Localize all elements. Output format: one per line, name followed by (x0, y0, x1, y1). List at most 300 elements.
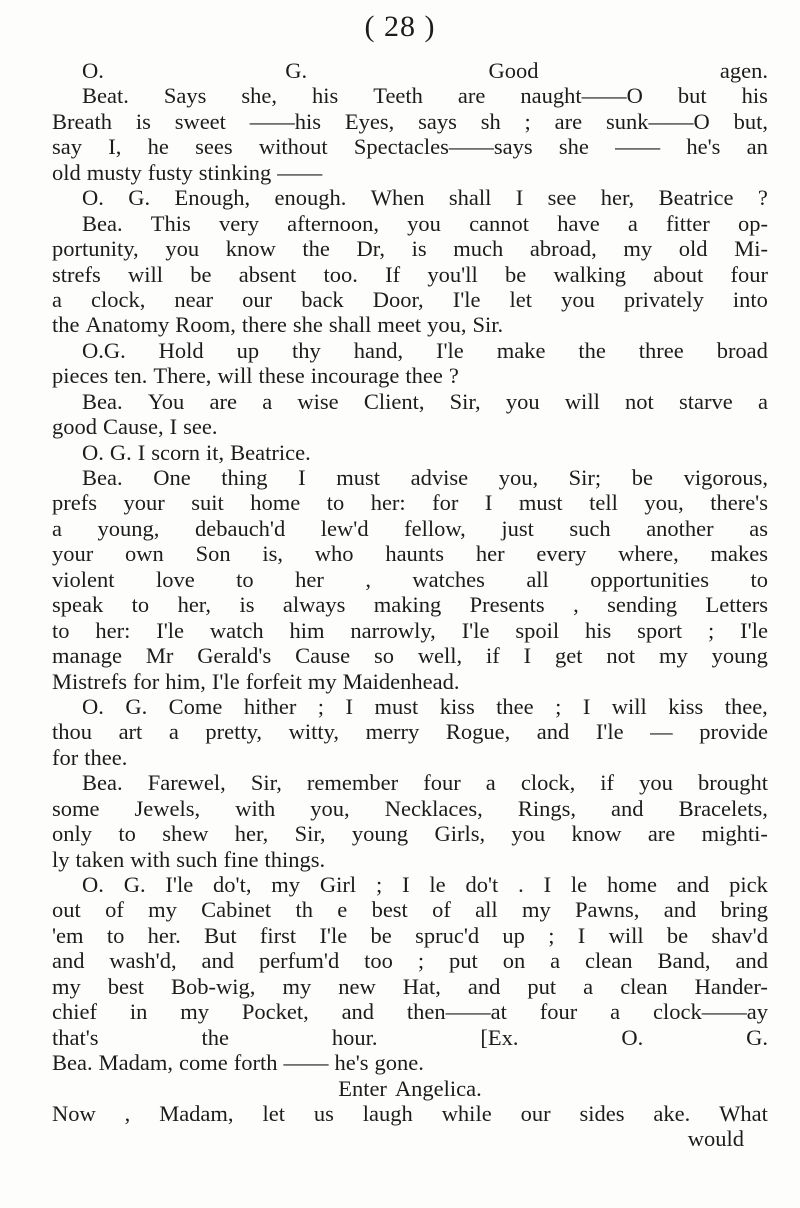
word: G. (285, 58, 308, 83)
text-line (52, 1076, 768, 1101)
text-line (52, 1101, 768, 1126)
word: watch (209, 617, 264, 643)
word: wash'd, (109, 948, 177, 974)
word: G. (746, 1024, 768, 1050)
word: spoil (515, 617, 560, 643)
word: are (209, 388, 237, 414)
word: know (225, 236, 276, 262)
word: sport (637, 617, 683, 643)
word: see. (183, 414, 218, 440)
text-line (52, 211, 768, 236)
word: her, (234, 821, 269, 847)
word: hither (243, 693, 297, 719)
text-line (52, 1126, 768, 1151)
word: There, (153, 363, 212, 389)
word: with (235, 795, 276, 821)
word: will (128, 261, 164, 287)
word: absent (238, 261, 297, 287)
word: her, (177, 592, 212, 618)
word: old (52, 159, 81, 185)
word: have (557, 210, 600, 236)
word: ly (52, 846, 70, 872)
word: G. (109, 439, 132, 465)
word: my (282, 973, 312, 999)
word: le (429, 872, 446, 897)
word: and (676, 872, 710, 897)
word: four (730, 261, 768, 287)
play-text (52, 58, 768, 1152)
word: — (650, 719, 673, 745)
word: ; (548, 922, 555, 948)
text-line (52, 1025, 768, 1050)
word: thee (405, 363, 443, 389)
word: a (52, 515, 62, 541)
text-line (52, 1050, 768, 1075)
word: ten. (114, 363, 148, 389)
text-line (52, 262, 768, 287)
word: our (242, 286, 273, 312)
word: Teeth (373, 83, 423, 109)
word: I'le (156, 617, 185, 643)
word: him, (165, 668, 206, 694)
word: ; (555, 693, 562, 719)
word: pick (729, 872, 768, 897)
text-line (52, 923, 768, 948)
word: You (147, 388, 185, 414)
page-number: ( 28 ) (364, 10, 436, 43)
word: Sir, (449, 388, 481, 414)
word: Client, (363, 388, 425, 414)
word: new (338, 973, 376, 999)
word: I'le (452, 286, 481, 312)
word: an (746, 134, 768, 160)
word: provide (699, 719, 768, 745)
text-line (52, 83, 768, 108)
word: he (147, 134, 169, 160)
word: Sir, (294, 821, 326, 847)
word: I'le (436, 337, 464, 363)
word: good (52, 414, 97, 440)
word: it, (206, 439, 225, 465)
word: so (373, 643, 394, 669)
word: I (577, 922, 586, 948)
word: Mr (145, 643, 174, 669)
word: Farewel, (147, 770, 226, 796)
word: watches (412, 566, 485, 592)
text-line (52, 821, 768, 846)
text-line (52, 58, 768, 83)
word: agen. (719, 58, 768, 83)
word: remember (306, 770, 399, 796)
word: Enter (338, 1075, 387, 1101)
word: is (239, 592, 255, 618)
word: there's (710, 490, 768, 516)
word: if (486, 643, 500, 669)
word: le (570, 872, 588, 897)
text-line (52, 236, 768, 261)
word: our (520, 1100, 551, 1126)
word: Now (52, 1100, 96, 1126)
word: I (523, 643, 532, 669)
word: she (292, 312, 323, 338)
word: not (606, 643, 636, 669)
word: young, (97, 515, 160, 541)
word: e (337, 897, 348, 923)
word: love (155, 566, 195, 592)
word: you (505, 388, 540, 414)
word: a (52, 286, 62, 312)
word: ? (448, 363, 459, 389)
word: I, (108, 134, 122, 160)
word: to (118, 821, 136, 847)
word: is, (262, 541, 283, 567)
word: scorn (151, 439, 200, 465)
word: Eyes, (344, 108, 395, 134)
word: back (301, 286, 344, 312)
word: Sir; (568, 465, 602, 490)
word: Angelica. (394, 1075, 482, 1101)
word: haunts (385, 541, 445, 567)
word: enough. (274, 185, 347, 211)
word: musty (86, 159, 142, 185)
word: bring (720, 897, 768, 923)
word: his (312, 83, 339, 109)
word: This (150, 210, 191, 236)
word: must (518, 490, 563, 516)
word: Room, (175, 312, 236, 338)
word: is (411, 236, 427, 262)
word: I (484, 490, 493, 516)
word: Beatrice (658, 185, 734, 211)
word: to (236, 566, 254, 592)
word: shall (328, 312, 372, 338)
word: Bea. (82, 210, 123, 236)
word: a (583, 973, 594, 999)
word: her. (147, 922, 181, 948)
word: four (423, 770, 461, 796)
word: ; (524, 108, 531, 134)
text-line (52, 694, 768, 719)
word: starve (679, 388, 733, 414)
word: her: (370, 490, 406, 516)
word: a (262, 388, 273, 414)
word: my (180, 999, 209, 1025)
word: lew'd (320, 515, 369, 541)
word: ; (417, 948, 425, 974)
word: thee (496, 693, 534, 719)
word: she, (241, 83, 277, 109)
word: —— (277, 159, 323, 185)
word: into (732, 286, 768, 312)
word: be (666, 922, 689, 948)
word: such (569, 515, 611, 541)
word: some (52, 795, 100, 821)
text-line (52, 134, 768, 159)
word: let (262, 1100, 285, 1126)
word: then——at (406, 999, 507, 1025)
word: her, (600, 185, 635, 211)
word: these (258, 363, 305, 389)
text-line (52, 770, 768, 795)
word: ? (757, 185, 768, 211)
word: old (678, 236, 708, 262)
word: young (351, 821, 409, 847)
word: let (509, 286, 533, 312)
word: I (298, 465, 306, 490)
word: I (582, 693, 591, 719)
text-line (52, 490, 768, 515)
word: I (515, 185, 524, 211)
word: you (165, 236, 200, 262)
word: I (169, 414, 178, 440)
word: you (561, 286, 595, 312)
word: Bracelets, (678, 795, 768, 821)
word: . (518, 872, 524, 897)
word: gone. (374, 1050, 424, 1076)
word: Rings, (517, 795, 576, 821)
word: own (125, 541, 164, 567)
word: Beat. (82, 83, 129, 109)
word: get (555, 643, 583, 669)
word: clock——ay (652, 999, 768, 1025)
text-line (52, 287, 768, 312)
word: he's (686, 134, 721, 160)
word: —— (615, 134, 661, 160)
word: Band, (657, 948, 711, 974)
word: not (625, 388, 654, 414)
word: Spectacles——says (353, 134, 533, 160)
word: my (659, 643, 688, 669)
word: I (137, 439, 146, 465)
word: Presents (469, 592, 545, 618)
text-line (52, 312, 768, 337)
word: Bea. (82, 465, 123, 490)
word: four (539, 999, 578, 1025)
word: [Ex. (480, 1024, 519, 1050)
word: O. (82, 58, 104, 83)
word: every (536, 541, 587, 567)
word: your (123, 490, 165, 516)
word: the (201, 1024, 229, 1050)
word: home (250, 490, 301, 516)
word: I'le (319, 922, 348, 948)
word: sh (480, 108, 501, 134)
word: fellow, (404, 515, 466, 541)
word: for (133, 668, 160, 694)
word: Bea. (82, 388, 123, 414)
word: advise (410, 465, 469, 490)
word: best (371, 897, 408, 923)
word: thee. (84, 744, 128, 770)
word: stinking (198, 159, 272, 185)
word: forfeit (245, 668, 302, 694)
text-line (52, 363, 768, 388)
word: thee, (724, 693, 768, 719)
word: of (432, 897, 451, 923)
text-line (52, 847, 768, 872)
word: is (135, 108, 151, 134)
word: Says (163, 83, 207, 109)
word: there (241, 312, 287, 338)
word: Sir. (472, 312, 504, 338)
word: privately (623, 286, 704, 312)
text-line (52, 338, 768, 363)
word: to (750, 566, 768, 592)
word: forth (233, 1050, 278, 1076)
word: sending (607, 592, 678, 618)
word: young (711, 643, 768, 669)
word: shew (162, 821, 209, 847)
word: tell (589, 490, 618, 516)
word: hour. (331, 1024, 378, 1050)
word: —— (283, 1050, 329, 1076)
word: , (573, 592, 579, 618)
word: must (374, 693, 419, 719)
word: if (600, 770, 615, 796)
word: ; (375, 872, 383, 897)
word: that's (52, 1024, 99, 1050)
text-line (52, 669, 768, 694)
word: all (475, 897, 498, 923)
word: put (449, 948, 478, 974)
word: ; (708, 617, 715, 643)
word: abroad, (529, 236, 597, 262)
word: Girls, (434, 821, 486, 847)
word: things. (264, 846, 326, 872)
word: a (550, 948, 561, 974)
word: ; (317, 693, 325, 719)
word: come (178, 1050, 228, 1076)
word: and (341, 999, 375, 1025)
word: G. (125, 693, 148, 719)
word: Son (195, 541, 231, 567)
word: But (204, 922, 237, 948)
word: op- (737, 210, 768, 236)
word: walking (553, 261, 626, 287)
word: well, (417, 643, 463, 669)
text-line (52, 948, 768, 973)
word: a (485, 770, 496, 796)
text-line (52, 643, 768, 668)
word: Anatomy (85, 312, 170, 338)
word: O. (82, 693, 104, 719)
text-line (52, 185, 768, 210)
word: will (611, 693, 647, 719)
word: her (295, 566, 324, 592)
word: Bob-wig, (171, 973, 256, 999)
word: always (282, 592, 346, 618)
word: such (176, 846, 218, 872)
word: O. (82, 872, 104, 897)
word: to (52, 617, 70, 643)
word: Jewels, (134, 795, 201, 821)
word: home (606, 872, 657, 897)
word: do't (465, 872, 499, 897)
word: too (364, 948, 393, 974)
word: and (663, 897, 697, 923)
word: thy (292, 337, 321, 363)
word: her (475, 541, 505, 567)
word: the (302, 236, 330, 262)
word: and (611, 795, 644, 821)
word: know (571, 821, 622, 847)
word: witty, (288, 719, 340, 745)
word: for (52, 744, 79, 770)
word: Breath (52, 108, 112, 134)
word: chief (52, 999, 97, 1025)
text-line (52, 872, 768, 897)
word: Sir, (250, 770, 282, 796)
text-line (52, 592, 768, 617)
word: and (52, 948, 85, 974)
word: Maidenhead. (342, 668, 460, 694)
word: and (735, 948, 768, 974)
word: kiss (439, 693, 475, 719)
word: When (370, 185, 425, 211)
word: fitter (666, 210, 710, 236)
word: naught——O (520, 83, 643, 109)
word: violent (52, 566, 115, 592)
word: to (106, 922, 125, 948)
word: What (719, 1100, 768, 1126)
word: Cabinet (201, 897, 272, 923)
word: art (118, 719, 143, 745)
word: sunk——O (605, 108, 710, 134)
word: and (536, 719, 570, 745)
word: clock, (520, 770, 576, 796)
word: my (52, 973, 81, 999)
word: G. (128, 185, 151, 211)
word: say (52, 134, 82, 160)
word: her: (95, 617, 131, 643)
word: him (289, 617, 325, 643)
word: taken (75, 846, 125, 872)
word: you, (644, 490, 684, 516)
text-line (52, 897, 768, 922)
word: my (521, 897, 551, 923)
word: she (558, 134, 589, 160)
word: Hold (158, 337, 204, 363)
word: perfum'd (258, 948, 340, 974)
word: a (757, 388, 768, 414)
word: to (131, 592, 150, 618)
word: vigorous, (683, 465, 768, 490)
word: Good (488, 58, 539, 83)
word: thou (52, 719, 93, 745)
word: his (741, 83, 768, 109)
word: One (153, 465, 191, 490)
word: you, (310, 795, 350, 821)
word: Mi- (734, 236, 768, 262)
word: up (502, 922, 525, 948)
text-line (52, 160, 768, 185)
word: you (639, 770, 673, 796)
word: while (441, 1100, 492, 1126)
word: debauch'd (194, 515, 286, 541)
word: Come (168, 693, 223, 719)
word: ake. (653, 1100, 691, 1126)
word: afternoon, (287, 210, 379, 236)
text-line (52, 567, 768, 592)
text-line (52, 440, 768, 465)
word: where, (618, 541, 679, 567)
word: but (677, 83, 707, 109)
word: as (749, 515, 768, 541)
word: my (271, 872, 301, 897)
text-line (52, 465, 768, 490)
word: will (217, 363, 253, 389)
word: manage (52, 643, 122, 669)
